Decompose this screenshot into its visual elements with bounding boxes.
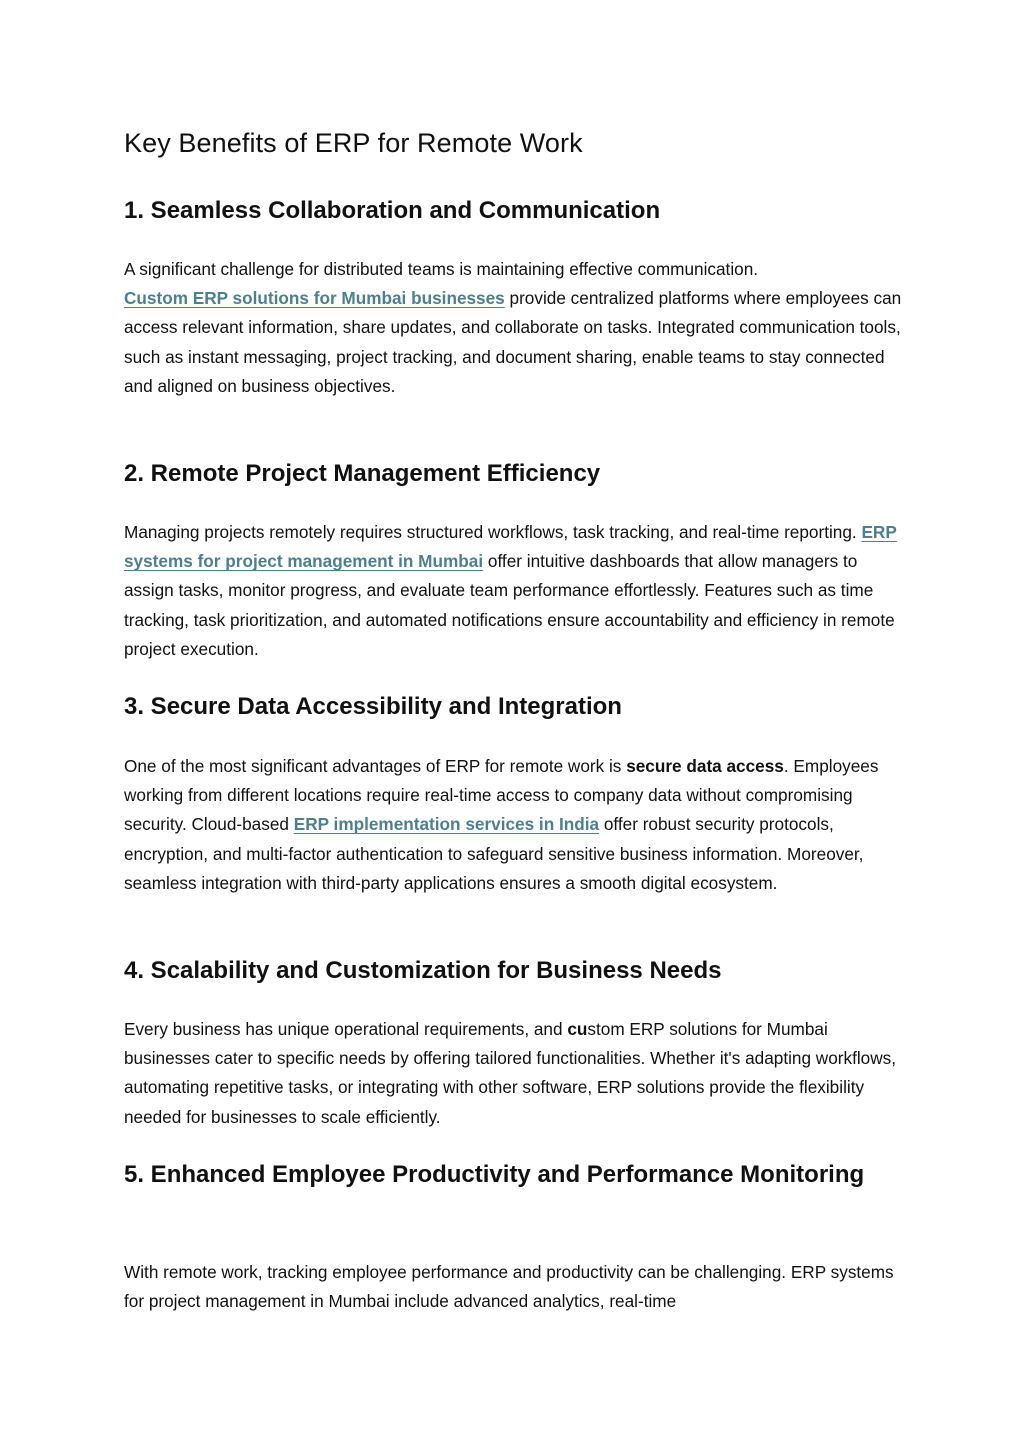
section-body-1 [124, 255, 904, 401]
body-text: Every business has unique operational requirements, and [124, 1019, 568, 1039]
section-body-5 [124, 1258, 904, 1316]
body-text: With remote work, tracking employee performance and productivity can be challenging. ERP systems for project management in Mumbai include advanced analytics, real-time [124, 1262, 894, 1312]
body-text: Managing projects remotely requires structured workflows, task tracking, and real-time reporting. [124, 522, 862, 542]
link-erp-implementation-india[interactable]: ERP implementation services in India [293, 814, 600, 835]
body-text: provide centralized platforms where employees can access relevant information, share updates, and collaborate on tasks. Integrated communication tools, such as instant messaging, project tracking, and document sharing, enable teams to stay connected and aligned on business objectives. [124, 288, 902, 396]
section-heading-5: 5. Enhanced Employee Productivity and Performance Monitoring [124, 1161, 865, 1188]
link-erp-project-management-mumbai[interactable]: ERP systems for project management in Mumbai [124, 522, 897, 572]
bold-text: secure data access [626, 756, 784, 776]
section-body-3 [124, 752, 904, 898]
section-body-2 [124, 518, 904, 664]
page-title: Key Benefits of ERP for Remote Work [124, 128, 583, 158]
body-text: offer robust security protocols, encryption, and multi-factor authentication to safeguard sensitive business information. Moreover, seamless integration with third-party applications ensures a smooth digital ecosystem. [124, 814, 864, 893]
bold-text: cu [567, 1019, 588, 1039]
link-custom-erp-mumbai[interactable]: Custom ERP solutions for Mumbai businesses [124, 288, 505, 309]
section-heading-1: 1. Seamless Collaboration and Communication [124, 197, 661, 224]
section-heading-2: 2. Remote Project Management Efficiency [124, 460, 601, 487]
body-text: One of the most significant advantages of ERP for remote work is [124, 756, 627, 776]
section-heading-3: 3. Secure Data Accessibility and Integration [124, 693, 622, 720]
body-text: stom ERP solutions for Mumbai businesses cater to specific needs by offering tailored functionalities. Whether it's adapting workflows, automating repetitive tasks, or integrating with other software, ERP solutions provide the flexibility needed for businesses to scale efficiently. [124, 1019, 897, 1127]
body-text: . Employees working from different locations require real-time access to company data without compromising security. Cloud-based [124, 756, 879, 835]
body-text: offer intuitive dashboards that allow managers to assign tasks, monitor progress, and evaluate team performance effortlessly. Features such as time tracking, task prioritization, and automated notifications ensure accountability and efficiency in remote project execution. [124, 551, 895, 659]
section-heading-4: 4. Scalability and Customization for Business Needs [124, 957, 722, 984]
section-body-4 [124, 1015, 904, 1132]
body-text: A significant challenge for distributed teams is maintaining effective communication. [124, 259, 759, 279]
